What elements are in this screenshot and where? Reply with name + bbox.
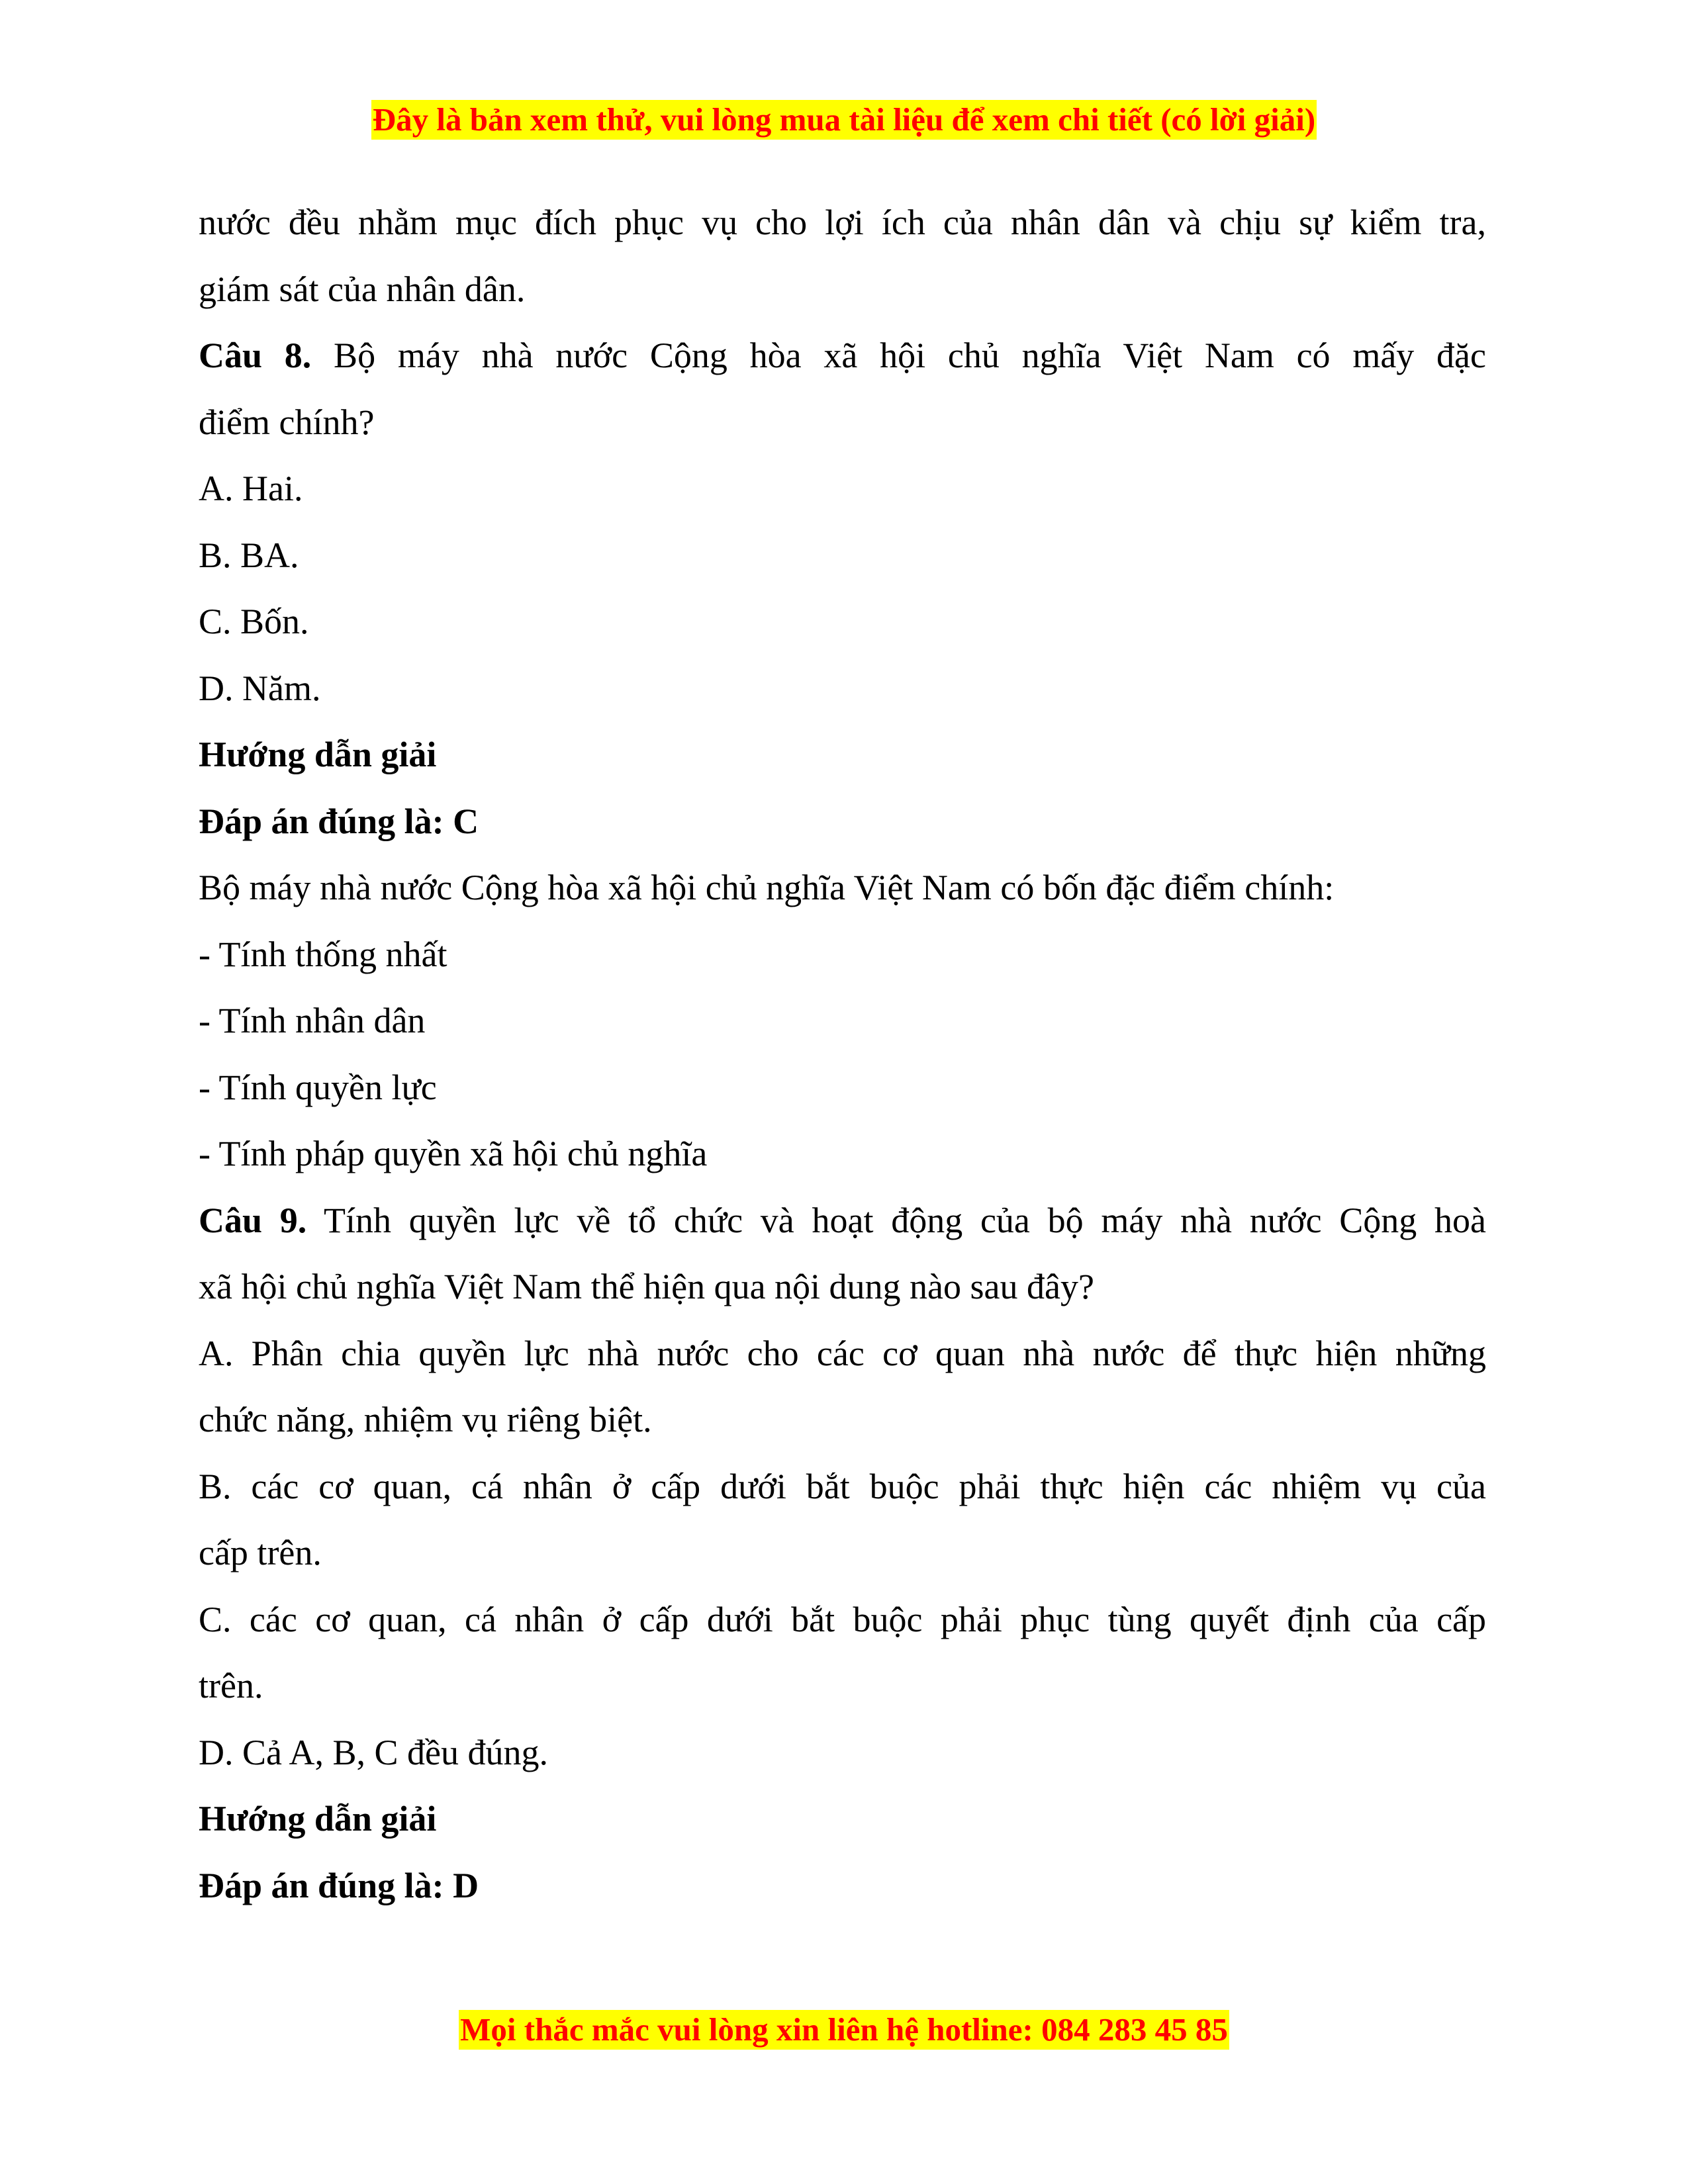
document-body [199, 189, 1486, 1919]
solution-heading [199, 1786, 1486, 1852]
question-9-line [199, 1187, 1486, 1254]
option-d: D. Cả A, B, C đều đúng. [199, 1732, 549, 1772]
preview-notice-text: Đây là bản xem thử, vui lòng mua tài liệu để xem chi tiết (có lời giải) [371, 100, 1317, 140]
intro-line: giám sát của nhân dân. [199, 269, 526, 309]
solution-heading-text: Hướng dẫn giải [199, 735, 437, 774]
question-9-line: xã hội chủ nghĩa Việt Nam thể hiện qua nội dung nào sau đây? [199, 1267, 1094, 1306]
question-8-text: Bộ máy nhà nước Cộng hòa xã hội chủ nghĩa Việt Nam có mấy đặc [311, 336, 1486, 375]
question-8-line: điểm chính? [199, 402, 375, 442]
option-a: A. Phân chia quyền lực nhà nước cho các cơ quan nhà nước để thực hiện những [199, 1333, 1486, 1373]
option-b: B. các cơ quan, cá nhân ở cấp dưới bắt buộc phải thực hiện các nhiệm vụ của [199, 1466, 1486, 1506]
option-c: C. các cơ quan, cá nhân ở cấp dưới bắt buộc phải phục tùng quyết định của cấp [199, 1599, 1486, 1639]
hotline-text: Mọi thắc mắc vui lòng xin liên hệ hotline: 084 283 45 85 [459, 2010, 1229, 2050]
preview-notice-banner [0, 100, 1688, 140]
option-a-cont: chức năng, nhiệm vụ riêng biệt. [199, 1400, 652, 1439]
correct-answer [199, 1852, 1486, 1919]
intro-line: nước đều nhằm mục đích phục vụ cho lợi ích của nhân dân và chịu sự kiểm tra, [199, 203, 1486, 242]
option-b: B. BA. [199, 535, 299, 575]
solution-heading [199, 721, 1486, 788]
explanation-point: - Tính quyền lực [199, 1067, 437, 1107]
explanation-point: - Tính pháp quyền xã hội chủ nghĩa [199, 1134, 708, 1173]
question-9-label: Câu 9. [199, 1200, 307, 1240]
option-a: A. Hai. [199, 469, 303, 508]
question-8-line [199, 322, 1486, 389]
explanation: Bộ máy nhà nước Cộng hòa xã hội chủ nghĩa Việt Nam có bốn đặc điểm chính: [199, 868, 1335, 907]
hotline-banner [0, 2010, 1688, 2050]
option-b-cont: cấp trên. [199, 1533, 322, 1572]
solution-heading-text: Hướng dẫn giải [199, 1799, 437, 1839]
correct-answer-text: Đáp án đúng là: D [199, 1865, 479, 1905]
option-d: D. Năm. [199, 668, 321, 708]
correct-answer-text: Đáp án đúng là: C [199, 801, 479, 841]
question-9-text: Tính quyền lực về tổ chức và hoạt động của bộ máy nhà nước Cộng hoà [306, 1200, 1486, 1240]
option-c-cont: trên. [199, 1666, 263, 1706]
explanation-point: - Tính thống nhất [199, 934, 447, 974]
option-c: C. Bốn. [199, 602, 309, 641]
question-8-label: Câu 8. [199, 336, 312, 375]
correct-answer [199, 788, 1486, 855]
explanation-point: - Tính nhân dân [199, 1001, 426, 1040]
